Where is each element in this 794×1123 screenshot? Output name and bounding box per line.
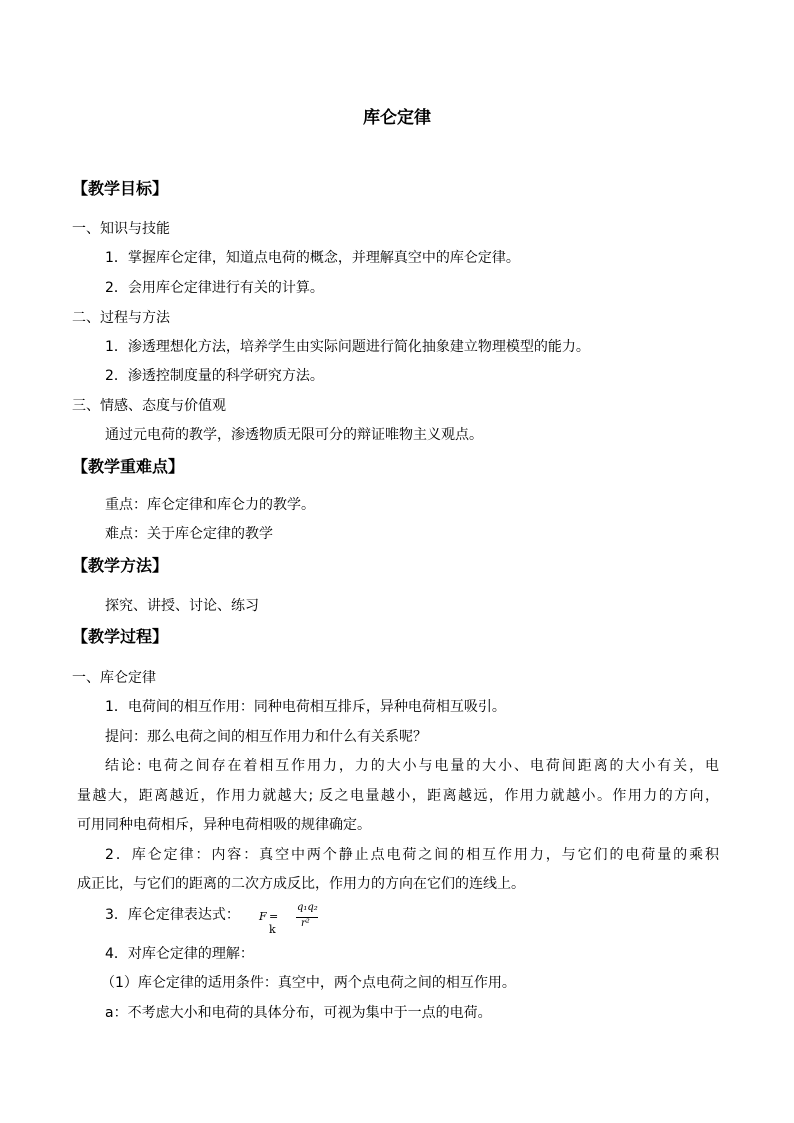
process-condition: （1）库仑定律的适用条件：真空中，两个点电荷之间的相互作用。	[101, 975, 516, 991]
goals-item-2-1: 1．渗透理想化方法，培养学生由实际问题进行简化抽象建立物理模型的能力。	[105, 339, 590, 355]
goals-item-1-1: 1．掌握库仑定律，知道点电荷的概念，并理解真空中的库仑定律。	[105, 250, 520, 266]
methods-heading: 【教学方法】	[72, 556, 169, 575]
goals-subheading-knowledge: 一、知识与技能	[72, 221, 170, 237]
methods-list: 探究、讲授、讨论、练习	[105, 598, 259, 614]
process-question: 提问：那么电荷之间的相互作用力和什么有关系呢？	[105, 729, 427, 745]
goals-subheading-values: 三、情感、态度与价值观	[72, 398, 226, 414]
keypoint-difficulty: 难点：关于库仑定律的教学	[105, 526, 273, 542]
process-conclusion-line-2: 量越大，距离越近，作用力就越大; 反之电量越小，距离越远，作用力就越小。作用力的方向，	[77, 788, 719, 804]
formula-eq: = k	[269, 910, 279, 936]
process-law-line-1: 2．库仑定律：内容：真空中两个静止点电荷之间的相互作用力，与它们的电荷量的乘积	[105, 847, 719, 863]
process-formula-label: 3．库仑定律表达式：	[105, 907, 240, 923]
formula-lhs: F	[259, 910, 267, 923]
process-item-interaction: 1．电荷间的相互作用：同种电荷相互排斥，异种电荷相互吸引。	[105, 699, 506, 715]
goals-item-2-2: 2．渗透控制度量的科学研究方法。	[105, 368, 324, 384]
goals-heading: 【教学目标】	[72, 179, 169, 198]
keypoint-focus: 重点：库仑定律和库仑力的教学。	[105, 497, 315, 513]
goals-subheading-process: 二、过程与方法	[72, 310, 170, 326]
process-conclusion-line-1: 结论: 电荷之间存在着相互作用力，力的大小与电量的大小、电荷间距离的大小有关，电	[105, 758, 719, 774]
process-condition-a: a：不考虑大小和电荷的具体分布，可视为集中于一点的电荷。	[105, 1005, 492, 1021]
keypoints-heading: 【教学重难点】	[72, 457, 185, 476]
process-law-line-2: 成正比，与它们的距离的二次方成反比，作用力的方向在它们的连线上。	[77, 876, 525, 892]
process-understanding: 4．对库仑定律的理解：	[105, 946, 254, 962]
formula-numerator: q₁q₂	[297, 902, 318, 913]
formula-denominator: r²	[301, 918, 310, 929]
goals-item-3-1: 通过元电荷的教学，渗透物质无限可分的辩证唯物主义观点。	[105, 427, 483, 443]
goals-item-1-2: 2．会用库仑定律进行有关的计算。	[105, 280, 324, 296]
page-title: 库仑定律	[363, 108, 431, 128]
process-conclusion-line-3: 可用同种电荷相斥，异种电荷相吸的规律确定。	[77, 817, 371, 833]
process-heading: 【教学过程】	[72, 627, 169, 646]
process-subheading-coulomb: 一、库仑定律	[72, 670, 156, 686]
